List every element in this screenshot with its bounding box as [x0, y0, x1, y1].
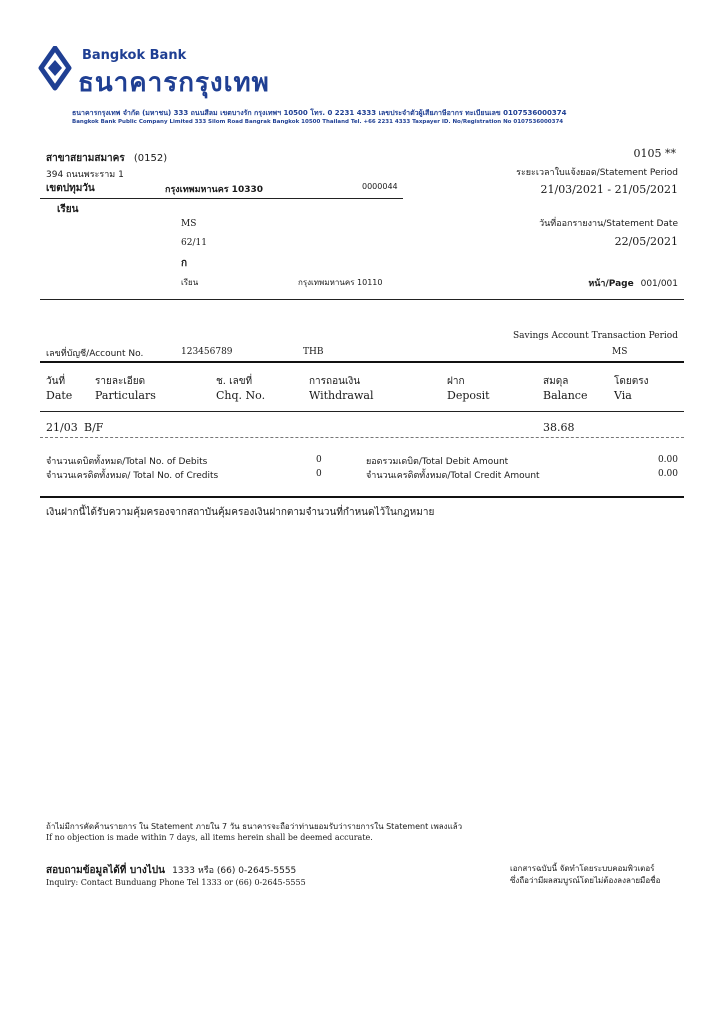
recipient-name: MS: [181, 219, 197, 229]
table-header-divider: [40, 411, 684, 412]
account-type-label: Savings Account Transaction Period: [512, 331, 678, 341]
recipient-address3: เรียน: [181, 278, 199, 287]
total-credit-amount-label: จำนวนเครดิตทั้งหมด/Total Credit Amount: [366, 471, 540, 481]
total-credits-label: จำนวนเครดิตทั้งหมด/ Total No. of Credits: [46, 471, 219, 481]
deposit-protection-note: เงินฝากนี้ได้รับความคุ้มครองจากสถาบันคุ้มครองเงินฝากตามจำนวนที่กำหนดไว้ในกฎหมาย: [46, 507, 435, 518]
statement-code: 0105 **: [633, 147, 676, 160]
branch-ref: 0000044: [362, 182, 398, 191]
bangkok-bank-lotus-icon: [38, 46, 72, 92]
col-withdrawal-en: Withdrawal: [309, 389, 374, 402]
account-divider: [40, 361, 684, 363]
col-deposit-en: Deposit: [447, 389, 490, 402]
col-date-en: Date: [46, 389, 73, 402]
total-debits-count: 0: [316, 455, 322, 465]
recipient-divider: [40, 299, 684, 300]
statement-date-value: 22/05/2021: [614, 235, 678, 248]
recipient-city: กรุงเทพมหานคร 10110: [298, 278, 383, 287]
branch-district: เขตปทุมวัน: [46, 183, 95, 194]
computer-generated-note-1: เอกสารฉบับนี้ จัดทำโดยระบบคอมพิวเตอร์: [510, 864, 655, 873]
header-address-th: ธนาคารกรุงเทพ จำกัด (มหาชน) 333 ถนนสีลม เขตบางรัก กรุงเทพฯ 10500 โทร. 0 2231 4333 เลขประจำตัวผู้เสียภาษีอากร ทะเบียนเลข 0107536000374: [72, 109, 567, 117]
statement-page-value: 001/001: [640, 279, 678, 289]
inquiry-th-prefix: สอบถามข้อมูลได้ที่ บางไปน: [46, 865, 165, 876]
computer-generated-note-2: ซึ่งถือว่ามีผลสมบูรณ์โดยไม่ต้องลงลายมือชื่อ: [510, 876, 661, 885]
col-date-th: วันที่: [46, 376, 66, 387]
branch-name-text: สาขาสยามสมาคร: [46, 153, 125, 164]
recipient-salutation: เรียน: [57, 204, 79, 215]
branch-divider: [40, 198, 403, 199]
col-chq-th: ช. เลขที่: [216, 376, 253, 387]
total-credit-amount: 0.00: [657, 469, 678, 479]
total-credits-count: 0: [316, 469, 322, 479]
statement-page-label: หน้า/Page: [588, 279, 634, 289]
table-row-divider: [40, 437, 684, 438]
total-debit-amount-label: ยอดรวมเดบิต/Total Debit Amount: [366, 457, 509, 467]
statement-date-label: วันที่ออกรายงาน/Statement Date: [539, 219, 678, 229]
account-number: 123456789: [181, 347, 233, 357]
bank-name-th: ธนาคารกรุงเทพ: [78, 68, 270, 98]
col-balance-th: สมดุล: [543, 376, 569, 387]
row-balance: 38.68: [543, 421, 575, 434]
statement-period-value: 21/03/2021 - 21/05/2021: [540, 183, 678, 196]
col-via-th: โดยตรง: [614, 376, 649, 387]
totals-divider: [40, 496, 684, 498]
account-currency: THB: [303, 347, 324, 357]
col-particulars-th: รายละเอียด: [95, 376, 146, 387]
branch-name: [46, 151, 167, 166]
total-debit-amount: 0.00: [657, 455, 678, 465]
bank-name-en: Bangkok Bank: [82, 48, 187, 63]
col-via-en: Via: [614, 389, 632, 402]
branch-code: (0152): [133, 153, 168, 164]
col-particulars-en: Particulars: [95, 389, 156, 402]
row-date: 21/03: [46, 421, 78, 434]
col-deposit-th: ฝาก: [447, 376, 465, 387]
recipient-address1: 62/11: [181, 238, 207, 248]
objection-note-en: If no objection is made within 7 days, all items herein shall be deemed accurate.: [46, 833, 373, 842]
objection-note-th: ถ้าไม่มีการคัดค้านรายการ ใน Statement ภายใน 7 วัน ธนาคารจะถือว่าท่านยอมรับว่ารายการใน Statement เพลงแล้ว: [46, 822, 463, 831]
inquiry-en: Inquiry: Contact Bunduang Phone Tel 1333 or (66) 0-2645-5555: [46, 878, 306, 887]
row-particulars: B/F: [84, 421, 104, 434]
inquiry-th-phone: 1333 หรือ (66) 0-2645-5555: [172, 866, 297, 876]
statement-page: [588, 276, 678, 290]
statement-period-label: ระยะเวลาใบแจ้งยอด/Statement Period: [516, 168, 678, 178]
branch-address: 394 ถนนพระราม 1: [46, 170, 124, 180]
inquiry-th: [46, 863, 296, 878]
bank-logo: [38, 46, 298, 96]
col-withdrawal-th: การถอนเงิน: [309, 376, 361, 387]
branch-province: กรุงเทพมหานคร 10330: [165, 185, 263, 195]
header-address-en: Bangkok Bank Public Company Limited 333 Silom Road Bangrak Bangkok 10500 Thailand Tel. +66 2231 4333 Taxpayer ID. No/Registration No 0107536000374: [72, 119, 564, 125]
col-chq-en: Chq. No.: [216, 389, 266, 402]
account-holder: MS: [612, 347, 628, 357]
recipient-address2: ก: [181, 258, 188, 269]
col-balance-en: Balance: [543, 389, 588, 402]
total-debits-label: จำนวนเดบิตทั้งหมด/Total No. of Debits: [46, 457, 208, 467]
account-label: เลขที่บัญชี/Account No.: [46, 349, 144, 359]
